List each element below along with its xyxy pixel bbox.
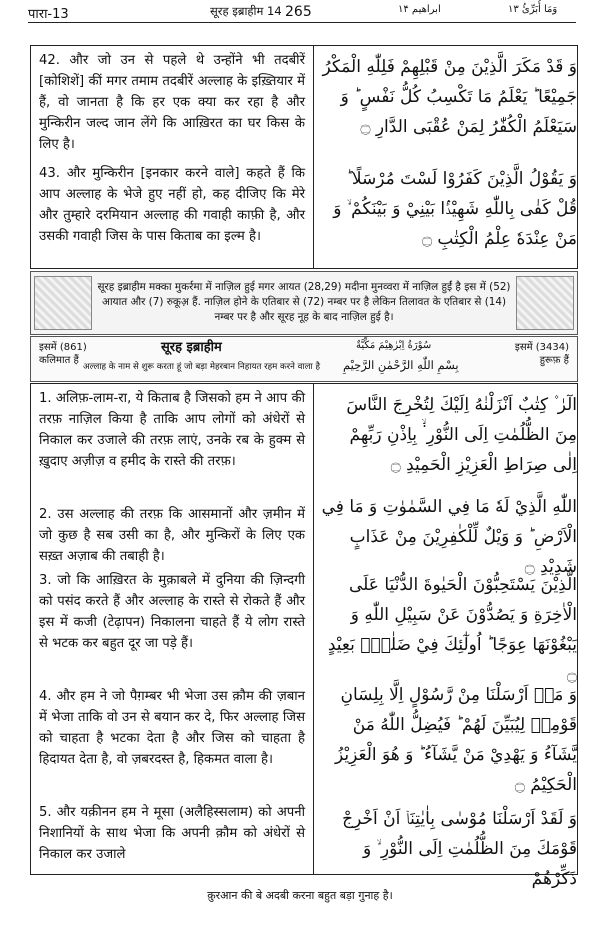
page-header [0, 0, 600, 22]
arabic-surah-title: سُوْرَةُ اِبْرٰهِيْمَ مَكِّيَّةٌ [356, 340, 432, 351]
ornament-right [516, 276, 574, 330]
surah-intro-text: सूरह इब्राहीम मक्का मुकर्रमा में नाज़िल हुई मगर आयत (28,29) मदीना मुनव्वरा में नाज़िल हुईं है इस में (52) आयात और (7) रुकूअ़ हैं. नाज़िल होने के एतिबार से (72) नम्बर पर है लेकिन तिलावत के एतिबार से (14) नम्बर पर है और सूरह नूह के बाद नाज़िल हुई है। [97, 281, 511, 323]
hindi-verse-1: 1. अलिफ़-लाम-रा, ये किताब है जिसको हम ने आप की तरफ़ नाज़िल किया है ताकि आप लोगों को अंधेरों से निकाल कर उजाले की तरफ़ लाएं, उनके रब के हुक्म से ख़ुदाए अज़ीज़ व हमीद के रास्ते की तरफ़। [39, 391, 305, 469]
column-divider [313, 384, 314, 874]
top-verses-frame [30, 45, 578, 269]
arabic-verse-4: وَ مَاۤ اَرْسَلْنَا مِنْ رَّسُوْلٍ اِلَّا بِلِسَانِ قَوْمِهٖ لِيُبَيِّنَ لَهُمْ ؕ فَيُضِلُّ اللّٰهُ مَنْ يَّشَآءُ وَ يَهْدِيْ مَنْ يَّشَآءُ ؕ وَ هُوَ الْعَزِيْزُ الْحَكِيْمُ ۝ [335, 685, 577, 795]
arabic-juz-label: وَمَا أُبَرِّئُ ۱۳ [508, 4, 558, 15]
footer-note: क़ुरआन की बे अदबी करना बहुत बड़ा गुनाह है। [207, 889, 393, 902]
word-count-label: इसमें (861) [39, 342, 87, 353]
surah-page-label: सूरह इब्राहीम 14 [210, 4, 282, 18]
ornament-left [34, 276, 92, 330]
header-rule [28, 22, 576, 23]
surah-title: सूरह इब्राहीम [161, 340, 222, 355]
hindi-verse-42: 42. और जो उन से पहले थे उन्होंने भी तदबीरें [कोशिशें] कीं मगर तमाम तदबीरें अल्लाह के इख़्तियार में हैं, वो जानता है कि हर एक क्या कर रहा है और मुन्किरीन जल्द जान लेंगे कि आख़िरत का घर किस के लिए है। [39, 53, 305, 152]
arabic-verse-5: وَ لَقَدْ اَرْسَلْنَا مُوْسٰى بِاٰيٰتِنَاۤ اَنْ اَخْرِجْ قَوْمَكَ مِنَ الظُّلُمٰتِ اِلَى النُّوْرِ ۙ وَ ذَكِّرْهُمْ [342, 809, 577, 889]
page-number: 265 [285, 4, 312, 20]
hindi-verse-5: 5. और यक़ीनन हम ने मूसा (अलैहिस्सलाम) को अपनी निशानियों के साथ भेजा कि अपनी क़ौम को अंधेरों से निकाल कर उजाले [39, 805, 305, 862]
letter-count-label: इसमें (3434) [514, 342, 569, 353]
surah-title-band [30, 336, 578, 382]
bismillah-translation: अल्लाह के नाम से शुरू करता हूं जो बड़ा मेहरबान निहायत रहम करने वाला है [83, 362, 321, 372]
arabic-verse-3: الَّذِيْنَ يَسْتَحِبُّوْنَ الْحَيٰوةَ الدُّنْيَا عَلَى الْاٰخِرَةِ وَ يَصُدُّوْنَ عَنْ سَبِيْلِ اللّٰهِ وَ يَبْغُوْنَهَا عِوَجًا ؕ اُولٰٓئِكَ فِيْ ضَلٰلٍۭ بَعِيْدٍ ۝ [327, 575, 577, 685]
main-verses-frame [30, 383, 578, 889]
para-label: पारा-13 [28, 7, 69, 22]
hindi-verse-3: 3. जो कि आख़िरत के मुक़ाबले में दुनिया की ज़िन्दगी को पसंद करते हैं और अल्लाह के रास्ते से रोकते हैं और इस में कजी (टेढ़ापन) निकालना चाहते हैं ये लोग रास्ते से भटक कर बहुत दूर जा पड़े हैं। [39, 573, 305, 651]
arabic-surah-label: ابراهيم ۱۴ [398, 4, 441, 15]
hindi-verse-43: 43. और मुन्किरीन [इनकार करने वाले] कहते हैं कि आप अल्लाह के भेजे हुए नहीं हो, कह दीजिए कि मेरे और तुम्हारे दरमियान अल्लाह की गवाही काफ़ी है, और उसकी गवाही जिस के पास किताब का इल्म है। [39, 166, 305, 244]
surah-intro-box [30, 271, 578, 335]
hindi-verse-2: 2. उस अल्लाह की तरफ़ कि आसमानों और ज़मीन में जो कुछ है सब उसी का है, और मुन्किरों के लिए एक सख़्त अज़ाब की तबाही है। [39, 507, 305, 564]
hindi-verse-4: 4. और हम ने जो पैग़म्बर भी भेजा उस क़ौम की ज़बान में भेजा ताकि वो उन से बयान कर दे, फिर अल्लाह जिस को चाहता है भटका देता है और जिस को चाहता है हिदायत देता है, वो ज़बरदस्त है, हिकमत वाला है। [39, 689, 305, 767]
letter-count-unit: हुरूफ़ हैं [539, 355, 569, 366]
arabic-verse-2: اللّٰهِ الَّذِيْ لَهٗ مَا فِي السَّمٰوٰتِ وَ مَا فِي الْاَرْضِ ؕ وَ وَيْلٌ لِّلْكٰفِرِيْنَ مِنْ عَذَابٍ شَدِيْدِ ۝ [321, 497, 577, 577]
word-count-unit: कलिमात हैं [39, 355, 79, 366]
arabic-verse-43: وَ يَقُوْلُ الَّذِيْنَ كَفَرُوْا لَسْتَ مُرْسَلًا ؕ قُلْ كَفٰى بِاللّٰهِ شَهِيْدًۢا بَيْنِيْ وَ بَيْنَكُمْ ۙ وَ مَنْ عِنْدَهٗ عِلْمُ الْكِتٰبِ ۝ [333, 169, 577, 249]
column-divider [313, 46, 314, 268]
arabic-verse-42: وَ قَدْ مَكَرَ الَّذِيْنَ مِنْ قَبْلِهِمْ فَلِلّٰهِ الْمَكْرُ جَمِيْعًا ؕ يَعْلَمُ مَا تَكْسِبُ كُلُّ نَفْسٍ ؕ وَ سَيَعْلَمُ الْكُفّٰرُ لِمَنْ عُقْبَى الدَّارِ ۝ [322, 57, 577, 137]
bismillah-arabic: بِسْمِ اللّٰهِ الرَّحْمٰنِ الرَّحِيْمِ [343, 358, 459, 372]
arabic-verse-1: الٓرٰ ۫ كِتٰبٌ اَنْزَلْنٰهُ اِلَيْكَ لِتُخْرِجَ النَّاسَ مِنَ الظُّلُمٰتِ اِلَى النُّوْرِ ۬ۙ بِاِذْنِ رَبِّهِمْ اِلٰى صِرَاطِ الْعَزِيْزِ الْحَمِيْدِ ۝ [346, 395, 577, 475]
